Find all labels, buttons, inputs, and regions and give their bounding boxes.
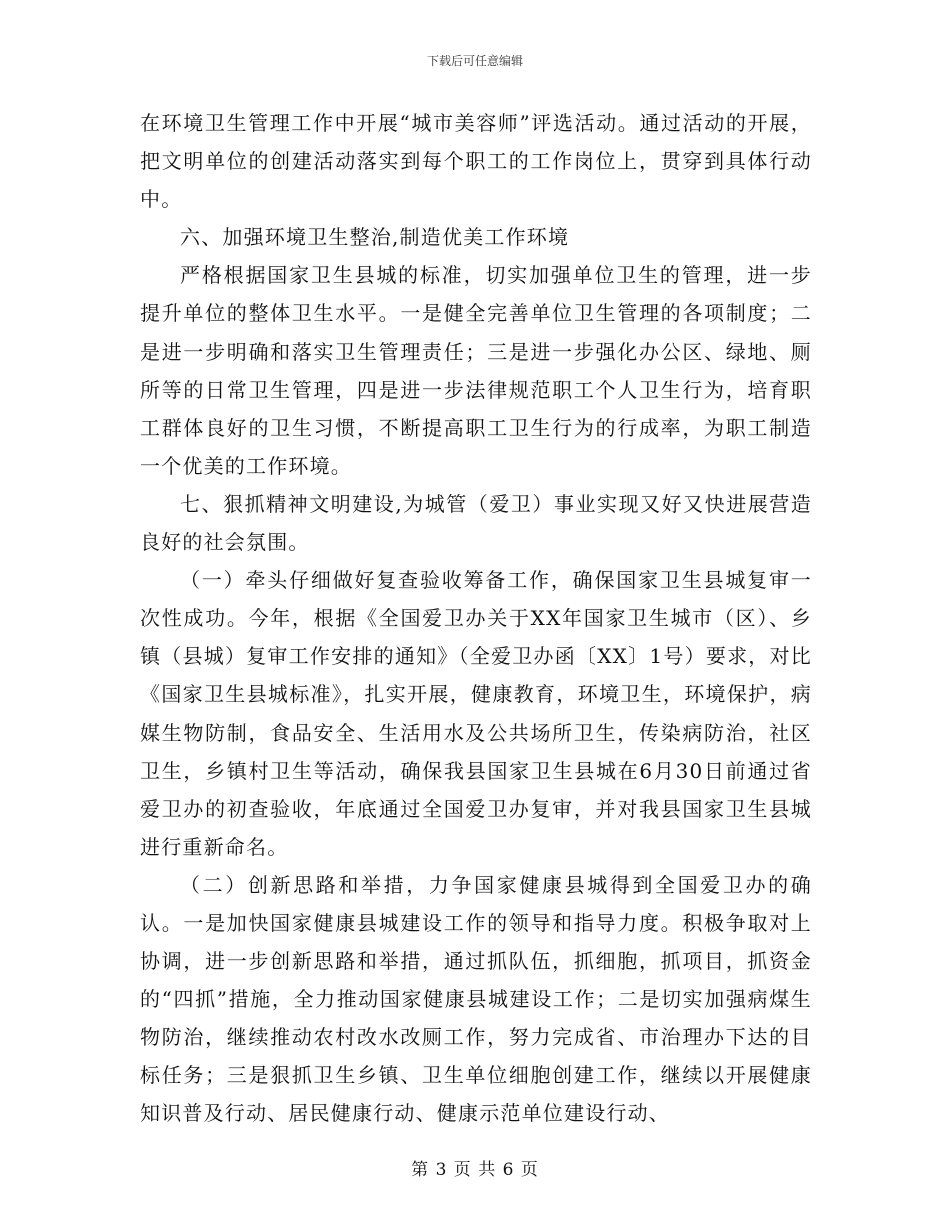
section-heading-6: 六、加强环境卫生整治,制造优美工作环境 (180, 225, 570, 250)
paragraph-2: 严格根据国家卫生县城的标准，切实加强单位卫生的管理，进一步提升单位的整体卫生水平。一是健全完善单位卫生管理的各项制度；二是进一步明确和落实卫生管理责任；三是进一步强化办公区、绿地、厕所等的日常卫生管理，四是进一步法律规范职工个人卫生行为，培育职工群体良好的卫生习惯，不断提高职工卫生行为的行成率，为职工制造一个优美的工作环境。 (140, 263, 812, 478)
paragraph-4: （二）创新思路和举措，力争国家健康县城得到全国爱卫办的确认。一是加快国家健康县城建设工作的领导和指导力度。积极争取对上协调，进一步创新思路和举措，通过抓队伍，抓细胞，抓项目，抓资金的“四抓”措施，全力推动国家健康县城建设工作；二是切实加强病煤生物防治，继续推动农村改水改厕工作，努力完成省、市治理办下达的目标任务；三是狠抓卫生乡镇、卫生单位细胞创建工作，继续以开展健康知识普及行动、居民健康行动、健康示范单位建设行动、 (140, 872, 812, 1126)
paragraph-3: （一）牵头仔细做好复查验收筹备工作，确保国家卫生县城复审一次性成功。今年，根据《全国爱卫办关于XX年国家卫生城市（区）、乡镇（县城）复审工作安排的通知》（全爱卫办函〔XX〕1号）要求，对比《国家卫生县城标准》，扎实开展，健康教育，环境卫生，环境保护，病媒生物防制，食品安全、生活用水及公共场所卫生，传染病防治，社区卫生，乡镇村卫生等活动，确保我县国家卫生县城在6月30日前通过省爱卫办的初查验收，年底通过全国爱卫办复审，并对我县国家卫生县城进行重新命名。 (140, 568, 812, 859)
page-header: 下载后可任意编辑 (426, 54, 523, 68)
page-number-footer: 第 3 页 共 6 页 (411, 1160, 539, 1180)
document-body (140, 104, 812, 1133)
section-heading-7: 七、狠抓精神文明建设,为城管（爱卫）事业实现又好又快进展营造良好的社会氛围。 (140, 491, 812, 555)
paragraph-1: 在环境卫生管理工作中开展“城市美容师”评选活动。通过活动的开展，把文明单位的创建活动落实到每个职工的工作岗位上，贯穿到具体行动中。 (140, 111, 812, 212)
